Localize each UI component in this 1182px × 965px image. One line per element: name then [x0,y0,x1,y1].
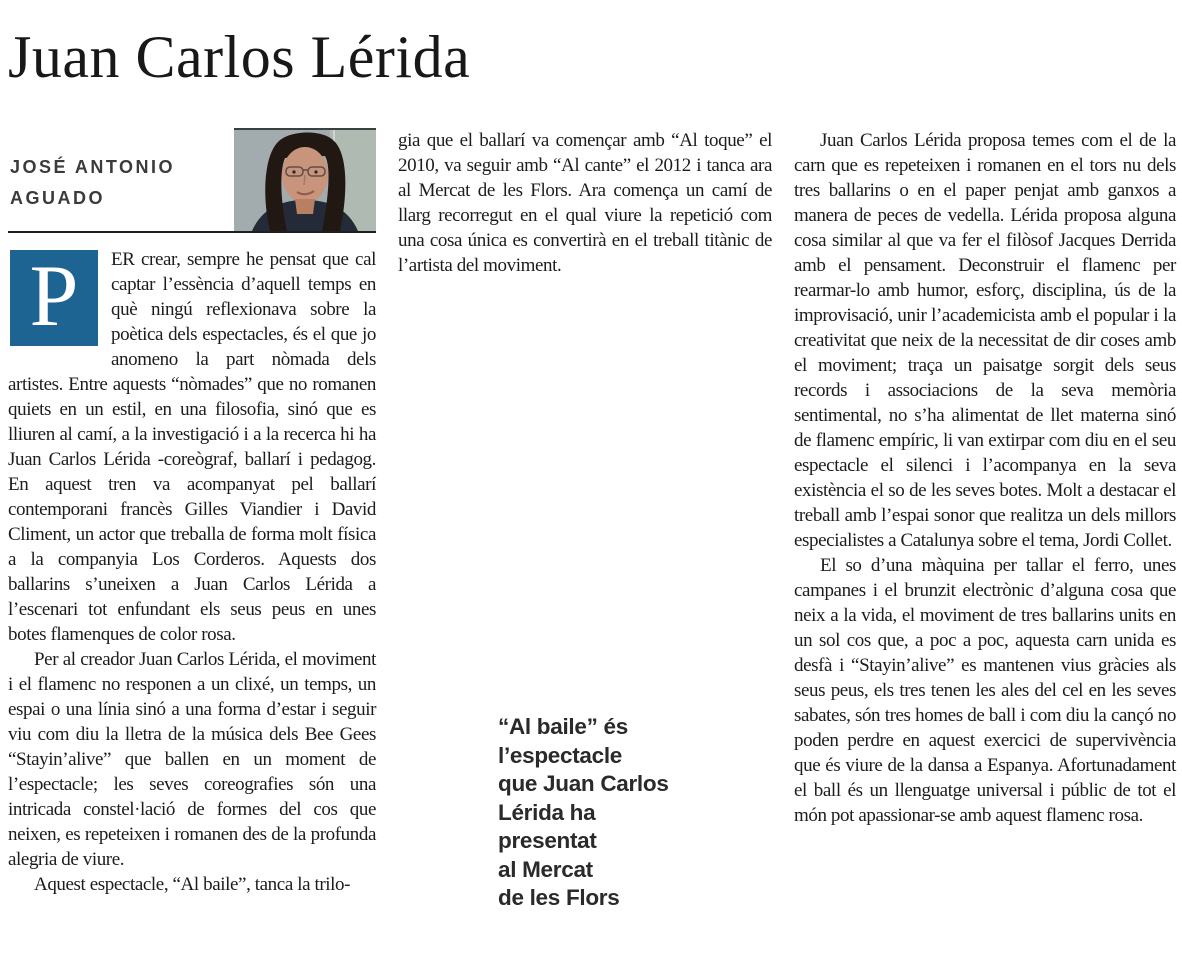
byline-line-1: JOSÉ ANTONIO [10,157,176,177]
author-header [8,128,376,233]
article-title: Juan Carlos Lérida [8,24,471,90]
pull-quote-line: de les Flors [498,885,620,910]
pull-quote-line: l’espectacle [498,742,622,768]
article-columns [8,128,1176,913]
byline [10,152,175,214]
paragraph: gia que el ballarí va començar amb “Al toque” el 2010, va seguir amb “Al cante” el 2012 i tanca ara al Mercat de les Flors. Ara comença un camí de llarg recorregut en el qual viure la repetició com una cosa única es convertirà en el treball titànic de l’artista del moviment. [398,130,772,276]
paragraph: Juan Carlos Lérida proposa temes com el de la carn que es repeteixen i romanen en el tors nu dels tres ballarins o en el paper penjat amb ganxos a manera de peces de vedella. Lérida proposa alguna cosa similar al que va fer el filòsof Jacques Derrida amb el pensament. Deconstruir el flamenc per rearmar-lo amb humor, esforç, disciplina, ús de la improvisació, unir l’academicista amb el popular i la creativitat que neix de la necessitat de dir coses amb el moviment; traça un paisatge sorgit dels seus records i associacions de la seva memòria sentimental, no s’ha alimentat de llet materna sinó de flamenc empíric, li van extirpar com diu en el seu espectacle el silenci i l’acompanya en la seva existència el so de les seves botes. Molt a destacar el treball amb l’espai sonor que realitza un dels millors especialistes a Catalunya sobre el tema, Jordi Collet. [794,130,1176,551]
column-1 [8,128,376,913]
paragraph-text: ER crear, sempre he pensat que cal captar l’essència d’aquell temps en què ningú reflexionava sobre la poètica dels espectacles, és el que jo anomeno la part nòmada dels artistes. Entre aquests “nòmades” que no romanen quiets en un estil, en una filosofia, sinó que es lliuren al camí, a la investigació i a la recerca hi ha Juan Carlos Lérida -coreògraf, ballarí i pedagog. En aquest tren va acompanyat pel ballarí contemporani francès Gilles Viandier i David Climent, un actor que treballa de forma molt física a la companyia Los Corderos. Aquests dos ballarins s’uneixen a Juan Carlos Lérida a l’escenari tot enfundant els seus peus en unes botes flamenques de color rosa. [8,249,376,645]
pull-quote-line: “Al baile” és [498,714,628,739]
drop-cap: P [10,250,98,346]
author-portrait-image [234,128,376,231]
paragraph: Per al creador Juan Carlos Lérida, el moviment i el flamenc no responen a un clixé, un temps, un espai o una línia sinó a una forma d’estar i seguir viu com diu la lletra de la música dels Bee Gees “Stayin’alive” que ballen en un moment de l’espectacle; les seves coreografies són una intricada constel·lació de formes del cos que neixen, es repeteixen i romanen des de la profunda alegria de viure. [8,649,376,870]
pull-quote-line: Lérida ha [498,799,596,825]
paragraph: El so d’una màquina per tallar el ferro, unes campanes i el brunzit electrònic d’alguna cosa que neix a la vida, el moviment de tres ballarins units en un sol cos que, a poc a poc, aquesta carn unida es desfà i “Stayin’alive” es mantenen vius gràcies als seus peus, els tres tenen les ales del cel en les seves sabates, són tres homes de ball i com diu la cançó no poden perdre en aquest exercici de supervivència que és viure de la dansa a Espanya. Afortunadament el ball és un llenguatge universal i públic de tot el món pot apassionar-se amb aquest flamenc rosa. [794,555,1176,826]
author-photo [234,128,376,231]
paragraph: Aquest espectacle, “Al baile”, tanca la trilo- [34,874,351,895]
byline-line-2: AGUADO [10,188,105,208]
column-3 [794,128,1176,913]
column-2 [398,128,772,913]
pull-quote-line: presentat [498,828,597,853]
pull-quote-line: al Mercat [498,856,593,882]
pull-quote [498,713,758,913]
paragraph [8,247,376,647]
pull-quote-line: que Juan Carlos [498,771,669,796]
